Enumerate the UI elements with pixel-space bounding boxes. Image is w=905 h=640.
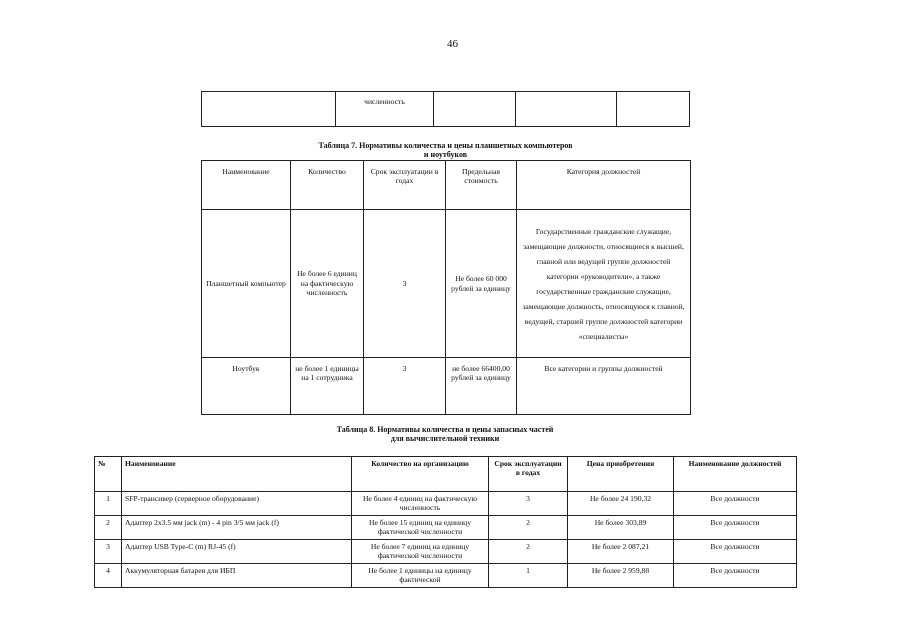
table7-caption-line1: Таблица 7. Нормативы количества и цены планшетных компьютеров xyxy=(318,141,573,150)
table-cell xyxy=(434,92,516,127)
cell-qty: Не более 1 единицы на единицу фактической xyxy=(352,563,489,587)
table8 xyxy=(94,456,797,588)
cell-positions: Все должности xyxy=(674,492,797,516)
column-header-price: Предельная стоимость xyxy=(446,161,517,210)
cell-positions: Все должности xyxy=(674,563,797,587)
cell-qty: Не более 4 единиц на фактическую численность xyxy=(352,492,489,516)
cell-category: Все категории и группы должностей xyxy=(517,358,691,415)
table-row xyxy=(202,210,691,358)
cell-name: Адаптер USB Type-C (m) RJ-45 (f) xyxy=(122,539,352,563)
cell-number: 3 xyxy=(95,539,122,563)
previous-table-fragment xyxy=(201,91,690,127)
cell-name: Адаптер 2x3.5 мм jack (m) - 4 pin 3/5 мм jack (f) xyxy=(122,515,352,539)
table-cell xyxy=(516,92,617,127)
table7-caption-line2: и ноутбуков xyxy=(423,150,468,159)
cell-price: Не более 303,89 xyxy=(568,515,674,539)
column-header-name: Наименование xyxy=(202,161,291,210)
table8-caption-line2: для вычислительной техники xyxy=(390,434,500,443)
table-row xyxy=(95,492,797,516)
cell-name: Ноутбук xyxy=(202,358,291,415)
cell-price: Не более 24 190,32 xyxy=(568,492,674,516)
cell-term: 3 xyxy=(364,210,446,358)
table-header-row xyxy=(202,161,691,210)
table8-caption xyxy=(94,425,796,443)
cell-term: 1 xyxy=(489,563,568,587)
cell-qty: Не более 7 единиц на единицу фактической численности xyxy=(352,539,489,563)
cell-name: SFP-трансивер (серверное оборудование) xyxy=(122,492,352,516)
cell-term: 3 xyxy=(364,358,446,415)
table7-caption xyxy=(201,141,690,159)
cell-price: Не более 60 000 рублей за единицу xyxy=(446,210,517,358)
cell-number: 2 xyxy=(95,515,122,539)
cell-price: не более 66400,00 рублей за единицу xyxy=(446,358,517,415)
table8-caption-line1: Таблица 8. Нормативы количества и цены запасных частей xyxy=(336,425,554,434)
cell-number: 1 xyxy=(95,492,122,516)
table-row xyxy=(95,515,797,539)
column-header-term: Срок эксплуатации в годах xyxy=(364,161,446,210)
column-header-name: Наименование xyxy=(122,457,352,492)
cell-term: 2 xyxy=(489,515,568,539)
cell-number: 4 xyxy=(95,563,122,587)
cell-name: Планшетный компьютер xyxy=(202,210,291,358)
column-header-positions: Наименование должностей xyxy=(674,457,797,492)
table-row xyxy=(95,563,797,587)
cell-qty: Не более 15 единиц на единицу фактической численности xyxy=(352,515,489,539)
table-cell xyxy=(202,92,336,127)
table-row xyxy=(202,92,690,127)
table-cell xyxy=(617,92,690,127)
column-header-price: Цена приобретения xyxy=(568,457,674,492)
cell-price: Не более 2 087,21 xyxy=(568,539,674,563)
cell-qty: не более 1 единицы на 1 сотрудника xyxy=(291,358,364,415)
column-header-qty: Количество на организацию xyxy=(352,457,489,492)
cell-term: 3 xyxy=(489,492,568,516)
table-row xyxy=(95,539,797,563)
table-header-row xyxy=(95,457,797,492)
table7 xyxy=(201,160,691,415)
page-number: 46 xyxy=(447,38,458,50)
cell-term: 2 xyxy=(489,539,568,563)
cell-category: Государственные гражданские служащие, замещающие должности, относящиеся к высшей, главной или ведущей группе должностей категории «руководители», а также государственные гражданские служащие, замещающие должность, относящуюся к главной, ведущей, старшей группе должностей категории «специалисты» xyxy=(517,210,691,358)
cell-positions: Все должности xyxy=(674,515,797,539)
cell-qty: Не более 6 единиц на фактическую численность xyxy=(291,210,364,358)
column-header-term: Срок эксплуатации в годах xyxy=(489,457,568,492)
table-row xyxy=(202,358,691,415)
column-header-qty: Количество xyxy=(291,161,364,210)
column-header-category: Категория должностей xyxy=(517,161,691,210)
column-header-number: № xyxy=(95,457,122,492)
cell-name: Аккумуляторная батарея для ИБП xyxy=(122,563,352,587)
cell-price: Не более 2 959,88 xyxy=(568,563,674,587)
table-cell: численность xyxy=(336,92,434,127)
cell-positions: Все должности xyxy=(674,539,797,563)
